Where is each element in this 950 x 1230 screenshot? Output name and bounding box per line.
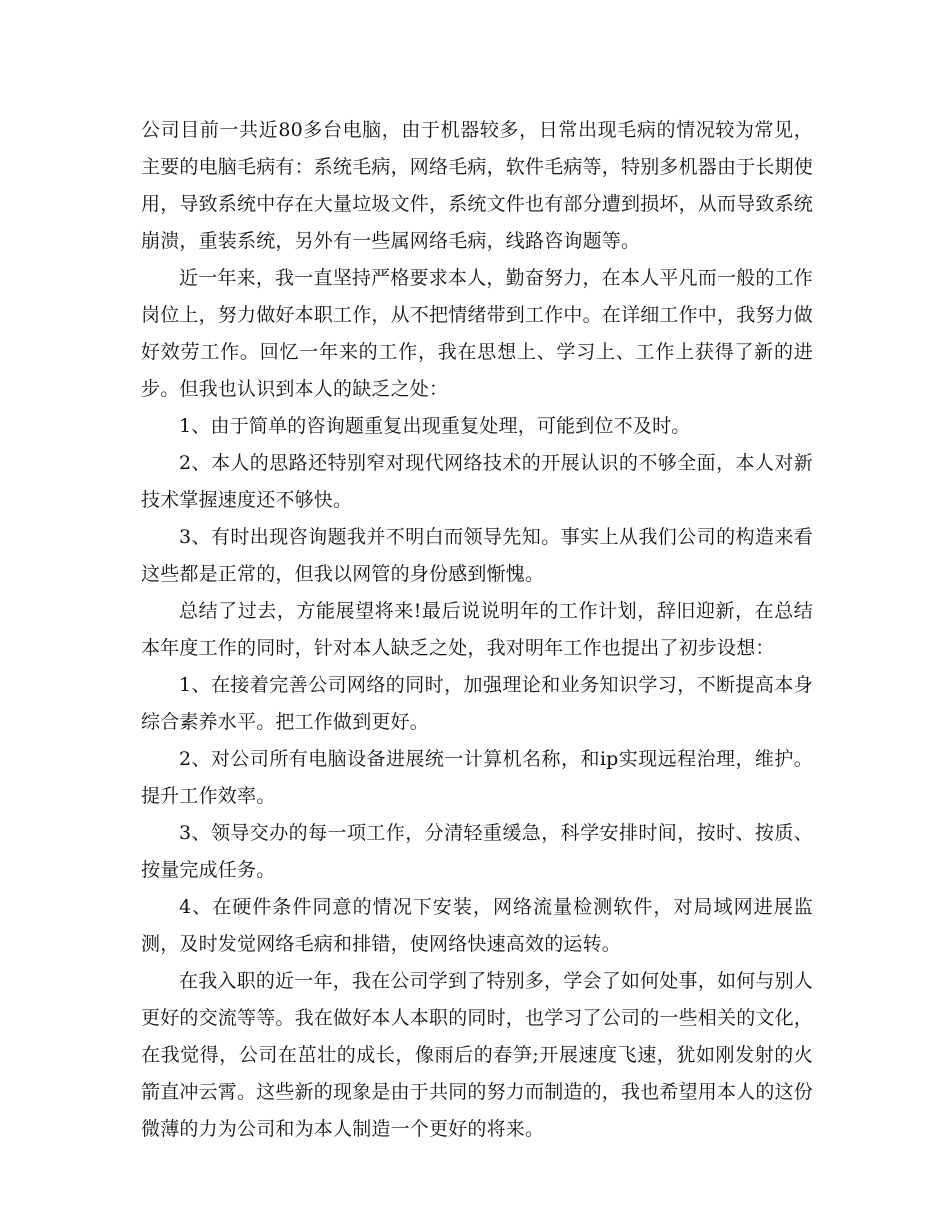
document-body [141, 112, 813, 1148]
paragraph-10: 4、在硬件条件同意的情况下安装，网络流量检测软件，对局域网进展监测，及时发觉网络毛病和排错，使网络快速高效的运转。 [141, 896, 813, 955]
paragraph-11: 在我入职的近一年，我在公司学到了特别多，学会了如何处事，如何与别人更好的交流等等。我在做好本人本职的同时，也学习了公司的一些相关的文化，在我觉得，公司在茁壮的成长，像雨后的春笋;开展速度飞速，犹如刚发射的火箭直冲云霄。这些新的现象是由于共同的努力而制造的，我也希望用本人的这份微薄的力为公司和为本人制造一个更好的将来。 [141, 970, 814, 1140]
paragraph-4: 2、本人的思路还特别窄对现代网络技术的开展认识的不够全面，本人对新技术掌握速度还不够快。 [141, 452, 813, 511]
paragraph-5: 3、有时出现咨询题我并不明白而领导先知。事实上从我们公司的构造来看这些都是正常的，但我以网管的身份感到惭愧。 [141, 526, 813, 585]
paragraph-1: 公司目前一共近80多台电脑，由于机器较多，日常出现毛病的情况较为常见，主要的电脑毛病有：系统毛病，网络毛病，软件毛病等，特别多机器由于长期使用，导致系统中存在大量垃圾文件，系统文件也有部分遭到损坏，从而导致系统崩溃，重装系统，另外有一些属网络毛病，线路咨询题等。 [141, 119, 814, 252]
paragraph-3: 1、由于简单的咨询题重复出现重复处理，可能到位不及时。 [179, 415, 691, 437]
paragraph-8: 2、对公司所有电脑设备进展统一计算机名称，和ip实现远程治理，维护。提升工作效率。 [141, 748, 813, 807]
paragraph-9: 3、领导交办的每一项工作，分清轻重缓急，科学安排时间，按时、按质、按量完成任务。 [141, 822, 813, 881]
paragraph-7: 1、在接着完善公司网络的同时，加强理论和业务知识学习，不断提高本身综合素养水平。把工作做到更好。 [141, 674, 813, 733]
paragraph-2: 近一年来，我一直坚持严格要求本人，勤奋努力，在本人平凡而一般的工作岗位上，努力做好本职工作，从不把情绪带到工作中。在详细工作中，我努力做好效劳工作。回忆一年来的工作，我在思想上、学习上、工作上获得了新的进步。但我也认识到本人的缺乏之处： [141, 267, 814, 400]
paragraph-6: 总结了过去，方能展望将来!最后说说明年的工作计划，辞旧迎新，在总结本年度工作的同时，针对本人缺乏之处，我对明年工作也提出了初步设想： [141, 600, 813, 659]
